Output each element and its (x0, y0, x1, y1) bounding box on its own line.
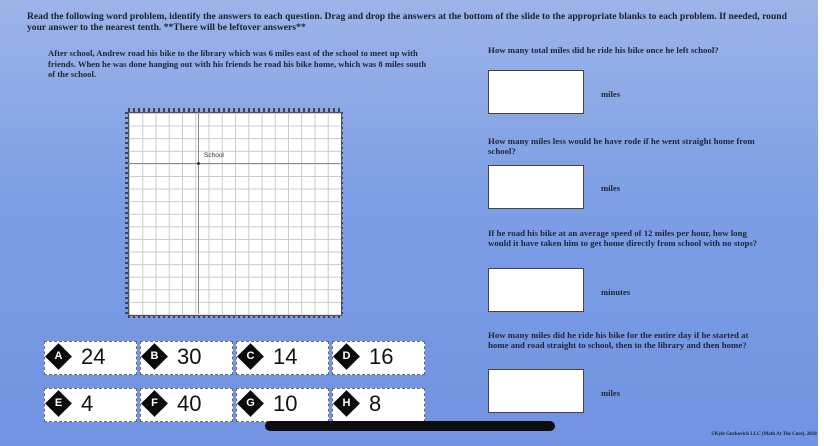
tile-value: 16 (369, 344, 394, 369)
tile-value: 14 (273, 344, 298, 369)
tile-value: 40 (177, 391, 202, 416)
tile-letter: H (342, 397, 351, 409)
coordinate-grid (125, 108, 343, 318)
answer-tile-h[interactable] (332, 388, 425, 422)
answer-tile-a[interactable] (44, 341, 137, 375)
grid-area (128, 112, 342, 316)
instructions-text: Read the following word problem, identify the answers to each question. Drag and drop the answers at the bottom of the slide to the appropriate blanks to each problem. If needed, round your answer to the nearest tenth. **There will be leftover answers** (27, 11, 787, 33)
unit-label-3: minutes (601, 287, 631, 297)
word-problem-text: After school, Andrew road his bike to the library which was 6 miles east of the school to meet up with friends. When he was done hanging out with his friends he road his bike home, which was 8 miles south of the school. (48, 48, 427, 80)
tile-letter: B (150, 350, 159, 362)
tile-letter: A (54, 350, 63, 362)
answer-tile-c[interactable] (236, 341, 329, 375)
question-2: How many miles less would he have rode if he went straight home from school? (488, 136, 755, 157)
answer-blank-1[interactable] (488, 70, 584, 114)
answer-blank-4[interactable] (488, 369, 584, 413)
answer-tile-e[interactable] (44, 388, 137, 422)
answer-blank-3[interactable] (488, 268, 584, 312)
tile-letter: D (342, 350, 351, 362)
horizontal-scrollbar[interactable] (265, 421, 555, 431)
school-label: School (204, 152, 224, 159)
grid-vertical-axis (198, 112, 199, 314)
tile-value: 4 (81, 391, 94, 416)
answer-tile-g[interactable] (236, 388, 329, 422)
answer-blank-2[interactable] (488, 165, 584, 209)
tile-value: 10 (273, 391, 298, 416)
tile-letter: G (246, 397, 255, 409)
tile-letter: C (246, 350, 255, 362)
question-1: How many total miles did he ride his bike once he left school? (488, 45, 719, 55)
copyright-footer: ©Kyle Gurkovich LLC (Math At The Core), 2018 (711, 432, 817, 437)
tile-value: 24 (81, 344, 106, 369)
question-3: If he road his bike at an average speed of 12 miles per hour, how long would it have taken him to get home directly from school with no stops? (488, 228, 758, 249)
answer-tile-f[interactable] (140, 388, 233, 422)
tile-value: 30 (177, 344, 202, 369)
question-4: How many miles did he ride his bike for the entire day if he started at home and road straight to school, then to the library and then home? (488, 330, 749, 351)
tile-letter: F (151, 397, 158, 409)
tile-letter: E (54, 397, 63, 409)
unit-label-2: miles (601, 183, 621, 193)
right-edge-strip (818, 0, 824, 446)
answer-tile-d[interactable] (332, 341, 425, 375)
grid-horizontal-axis (128, 163, 340, 164)
answer-tile-b[interactable] (140, 341, 233, 375)
tile-value: 8 (369, 391, 382, 416)
school-point (197, 162, 200, 165)
unit-label-1: miles (601, 89, 621, 99)
unit-label-4: miles (601, 388, 621, 398)
